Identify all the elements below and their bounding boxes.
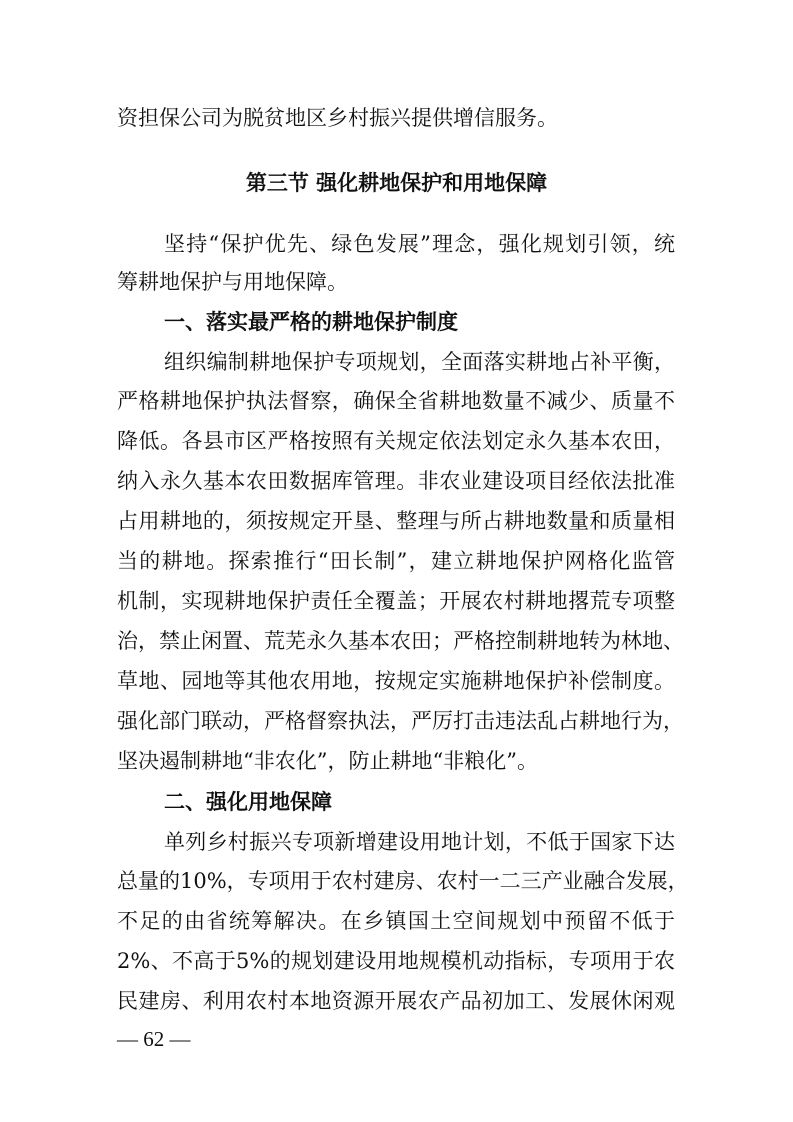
page-number: — 62 — <box>117 1027 191 1051</box>
paragraph-line: 治，禁止闲置、荒芜永久基本农田；严格控制耕地转为林地、 <box>117 629 684 653</box>
paragraph-line: 2%、不高于5%的规划建设用地规模机动指标，专项用于农 <box>117 949 675 973</box>
paragraph-line: 不足的由省统筹解决。在乡镇国土空间规划中预留不低于 <box>117 909 675 933</box>
paragraph-line: 草地、园地等其他农用地，按规定实施耕地保护补偿制度。 <box>117 669 675 693</box>
subsection-title: 二、强化用地保障 <box>164 789 332 814</box>
paragraph-line: 资担保公司为脱贫地区乡村振兴提供增信服务。 <box>117 106 558 130</box>
paragraph-line: 组织编制耕地保护专项规划，全面落实耕地占补平衡， <box>164 350 675 374</box>
paragraph-line: 降低。各县市区严格按照有关规定依法划定永久基本农田， <box>117 429 675 453</box>
paragraph-line: 强化部门联动，严格督察执法，严厉打击违法乱占耕地行为， <box>117 709 684 733</box>
subsection-title: 一、落实最严格的耕地保护制度 <box>164 309 458 334</box>
paragraph-line: 严格耕地保护执法督察，确保全省耕地数量不减少、质量不 <box>117 389 675 413</box>
paragraph-line: 筹耕地保护与用地保障。 <box>117 270 348 294</box>
paragraph-line: 单列乡村振兴专项新增建设用地计划，不低于国家下达 <box>164 830 675 854</box>
section-title: 第三节 强化耕地保护和用地保障 <box>245 170 548 195</box>
paragraph-line: 机制，实现耕地保护责任全覆盖；开展农村耕地撂荒专项整 <box>117 589 675 613</box>
paragraph-line: 纳入永久基本农田数据库管理。非农业建设项目经依法批准 <box>117 469 675 493</box>
paragraph-line: 民建房、利用农村本地资源开展农产品初加工、发展休闲观 <box>117 989 675 1013</box>
paragraph-line: 总量的10%，专项用于农村建房、农村一二三产业融合发展， <box>117 869 689 893</box>
paragraph-line: 当的耕地。探索推行“田长制”，建立耕地保护网格化监管 <box>117 549 675 573</box>
paragraph-line: 占用耕地的，须按规定开垦、整理与所占耕地数量和质量相 <box>117 509 675 533</box>
paragraph-line: 坚决遏制耕地“非农化”，防止耕地“非粮化”。 <box>117 749 538 773</box>
paragraph-line: 坚持“保护优先、绿色发展”理念，强化规划引领，统 <box>164 232 675 256</box>
